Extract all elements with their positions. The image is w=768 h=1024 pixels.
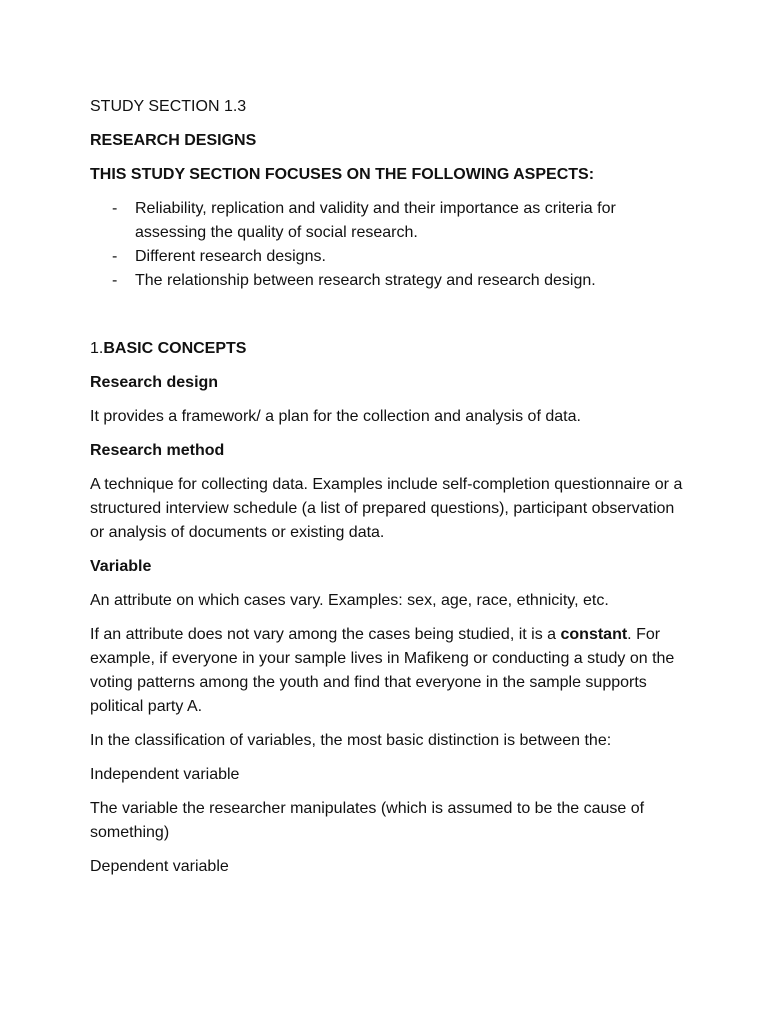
section-heading-text: BASIC CONCEPTS [103, 340, 247, 357]
constant-term: constant [560, 626, 628, 643]
aspects-list [90, 197, 688, 293]
classification-text: In the classification of variables, the most basic distinction is between the: [90, 732, 612, 749]
research-method-definition: A technique for collecting data. Examples include self-completion questionnaire or a structured interview schedule (a list of prepared questions), participant observation or analysis of documents or existing data. [90, 476, 683, 541]
variable-term: Variable [90, 558, 152, 575]
aspect-item [90, 197, 688, 245]
variable-definition: An attribute on which cases vary. Examples: sex, age, race, ethnicity, etc. [90, 592, 609, 609]
aspect-text: The relationship between research strategy and research design. [135, 272, 596, 289]
constant-text-before: If an attribute does not vary among the cases being studied, it is a [90, 626, 561, 643]
aspect-item [90, 245, 688, 269]
section-label: STUDY SECTION 1.3 [90, 98, 247, 115]
section-number: 1. [90, 340, 104, 357]
research-method-term: Research method [90, 442, 225, 459]
bullet-dash: - [112, 200, 118, 217]
bullet-dash: - [112, 272, 118, 289]
basic-concepts-heading [90, 337, 688, 361]
dependent-variable-term: Dependent variable [90, 858, 229, 875]
independent-variable-definition: The variable the researcher manipulates (which is assumed to be the cause of something) [90, 800, 645, 841]
research-design-term: Research design [90, 374, 219, 391]
constant-paragraph [90, 623, 688, 719]
bullet-dash: - [112, 248, 118, 265]
focus-heading: THIS STUDY SECTION FOCUSES ON THE FOLLOWING ASPECTS: [90, 166, 595, 183]
aspect-text: Reliability, replication and validity and their importance as criteria for assessing the quality of social research. [135, 200, 616, 241]
document-title: RESEARCH DESIGNS [90, 132, 257, 149]
aspect-item [90, 269, 688, 293]
aspect-text: Different research designs. [135, 248, 326, 265]
constant-text-after: . For example, if everyone in your sample lives in Mafikeng or conducting a study on the voting patterns among the youth and find that everyone in the sample supports political party A. [90, 626, 675, 715]
independent-variable-term: Independent variable [90, 766, 240, 783]
research-design-definition: It provides a framework/ a plan for the collection and analysis of data. [90, 408, 581, 425]
